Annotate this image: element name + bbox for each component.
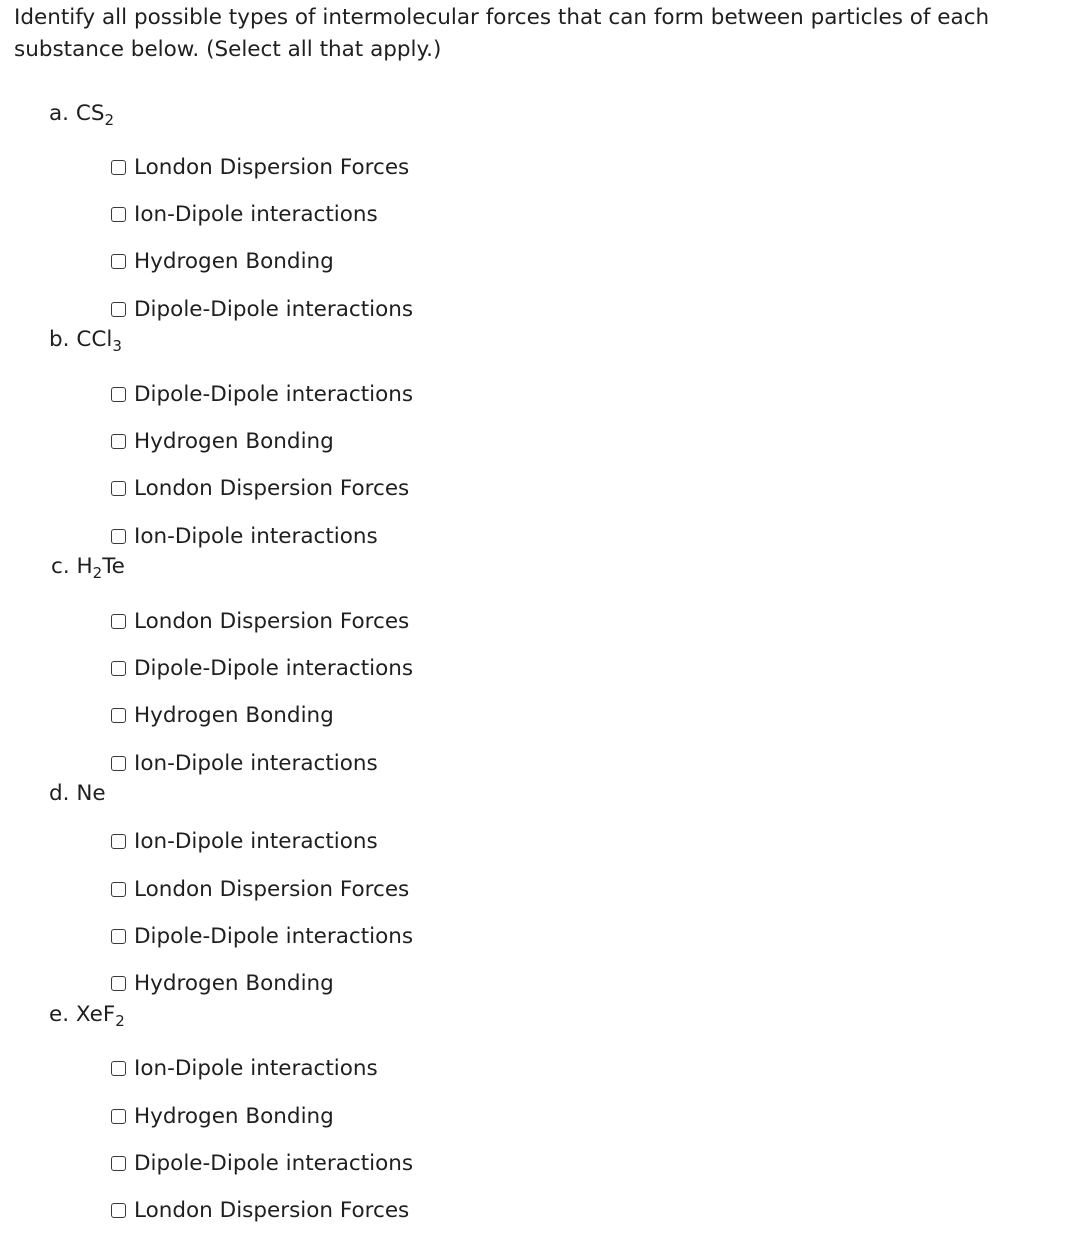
option-a-3[interactable] — [111, 247, 334, 275]
substance-label-e — [49, 1001, 125, 1029]
option-e-1[interactable] — [111, 1054, 378, 1082]
substance-label-b — [49, 326, 122, 354]
option-e-2[interactable] — [111, 1102, 334, 1130]
option-d-1[interactable] — [111, 827, 378, 855]
substance-subscript: 2 — [92, 564, 103, 582]
substance-label-a — [49, 100, 114, 128]
substance-subscript: 3 — [112, 337, 122, 355]
checkbox[interactable] — [111, 387, 126, 402]
checkbox[interactable] — [111, 1156, 126, 1171]
checkbox[interactable] — [111, 481, 126, 496]
option-label: Ion-Dipole interactions — [134, 523, 378, 549]
checkbox[interactable] — [111, 529, 126, 544]
option-label: Hydrogen Bonding — [134, 248, 334, 274]
option-c-3[interactable] — [111, 701, 334, 729]
option-label: London Dispersion Forces — [134, 608, 410, 634]
substance-label-d — [49, 780, 106, 808]
option-e-4[interactable] — [111, 1196, 409, 1224]
option-label: Dipole-Dipole interactions — [134, 1150, 414, 1176]
option-c-2[interactable] — [111, 654, 413, 682]
checkbox[interactable] — [111, 1061, 126, 1076]
checkbox[interactable] — [111, 1203, 126, 1218]
option-e-3[interactable] — [111, 1149, 413, 1177]
checkbox[interactable] — [111, 302, 126, 317]
checkbox[interactable] — [111, 929, 126, 944]
option-label: Ion-Dipole interactions — [134, 1055, 378, 1081]
option-label: Hydrogen Bonding — [134, 428, 334, 454]
substance-subscript: 2 — [104, 111, 115, 129]
option-b-1[interactable] — [111, 380, 413, 408]
checkbox[interactable] — [111, 160, 126, 175]
substance-prefix: a. CS — [49, 101, 105, 126]
option-label: Dipole-Dipole interactions — [134, 655, 414, 681]
substance-prefix: e. XeF — [49, 1002, 116, 1027]
checkbox[interactable] — [111, 614, 126, 629]
checkbox[interactable] — [111, 756, 126, 771]
checkbox[interactable] — [111, 207, 126, 222]
checkbox[interactable] — [111, 254, 126, 269]
option-label: Dipole-Dipole interactions — [134, 381, 414, 407]
option-a-1[interactable] — [111, 153, 409, 181]
option-label: London Dispersion Forces — [134, 1197, 410, 1223]
option-label: Ion-Dipole interactions — [134, 828, 378, 854]
option-label: Ion-Dipole interactions — [134, 750, 378, 776]
checkbox[interactable] — [111, 834, 126, 849]
option-c-4[interactable] — [111, 749, 378, 777]
option-label: Ion-Dipole interactions — [134, 201, 378, 227]
option-c-1[interactable] — [111, 607, 409, 635]
checkbox[interactable] — [111, 661, 126, 676]
substance-label-c — [51, 553, 125, 581]
question-prompt: Identify all possible types of intermolecular forces that can form between particles of each substance below. (Select all that apply.) — [14, 5, 990, 62]
substance-prefix: c. H — [51, 554, 93, 579]
option-label: Hydrogen Bonding — [134, 970, 334, 996]
substance-prefix: b. CCl — [49, 327, 113, 352]
checkbox[interactable] — [111, 976, 126, 991]
option-label: Dipole-Dipole interactions — [134, 296, 414, 322]
substance-prefix: d. Ne — [49, 781, 106, 806]
substance-suffix: Te — [102, 554, 125, 579]
option-d-2[interactable] — [111, 875, 409, 903]
option-label: Dipole-Dipole interactions — [134, 923, 414, 949]
option-label: London Dispersion Forces — [134, 876, 410, 902]
option-a-4[interactable] — [111, 295, 413, 323]
checkbox[interactable] — [111, 434, 126, 449]
option-label: Hydrogen Bonding — [134, 702, 334, 728]
checkbox[interactable] — [111, 882, 126, 897]
checkbox[interactable] — [111, 1109, 126, 1124]
option-label: London Dispersion Forces — [134, 154, 410, 180]
option-d-4[interactable] — [111, 969, 334, 997]
option-b-3[interactable] — [111, 474, 409, 502]
option-b-2[interactable] — [111, 427, 334, 455]
option-a-2[interactable] — [111, 200, 378, 228]
checkbox[interactable] — [111, 708, 126, 723]
substance-subscript: 2 — [115, 1012, 125, 1030]
option-b-4[interactable] — [111, 522, 378, 550]
option-label: Hydrogen Bonding — [134, 1103, 334, 1129]
option-label: London Dispersion Forces — [134, 475, 410, 501]
option-d-3[interactable] — [111, 922, 413, 950]
